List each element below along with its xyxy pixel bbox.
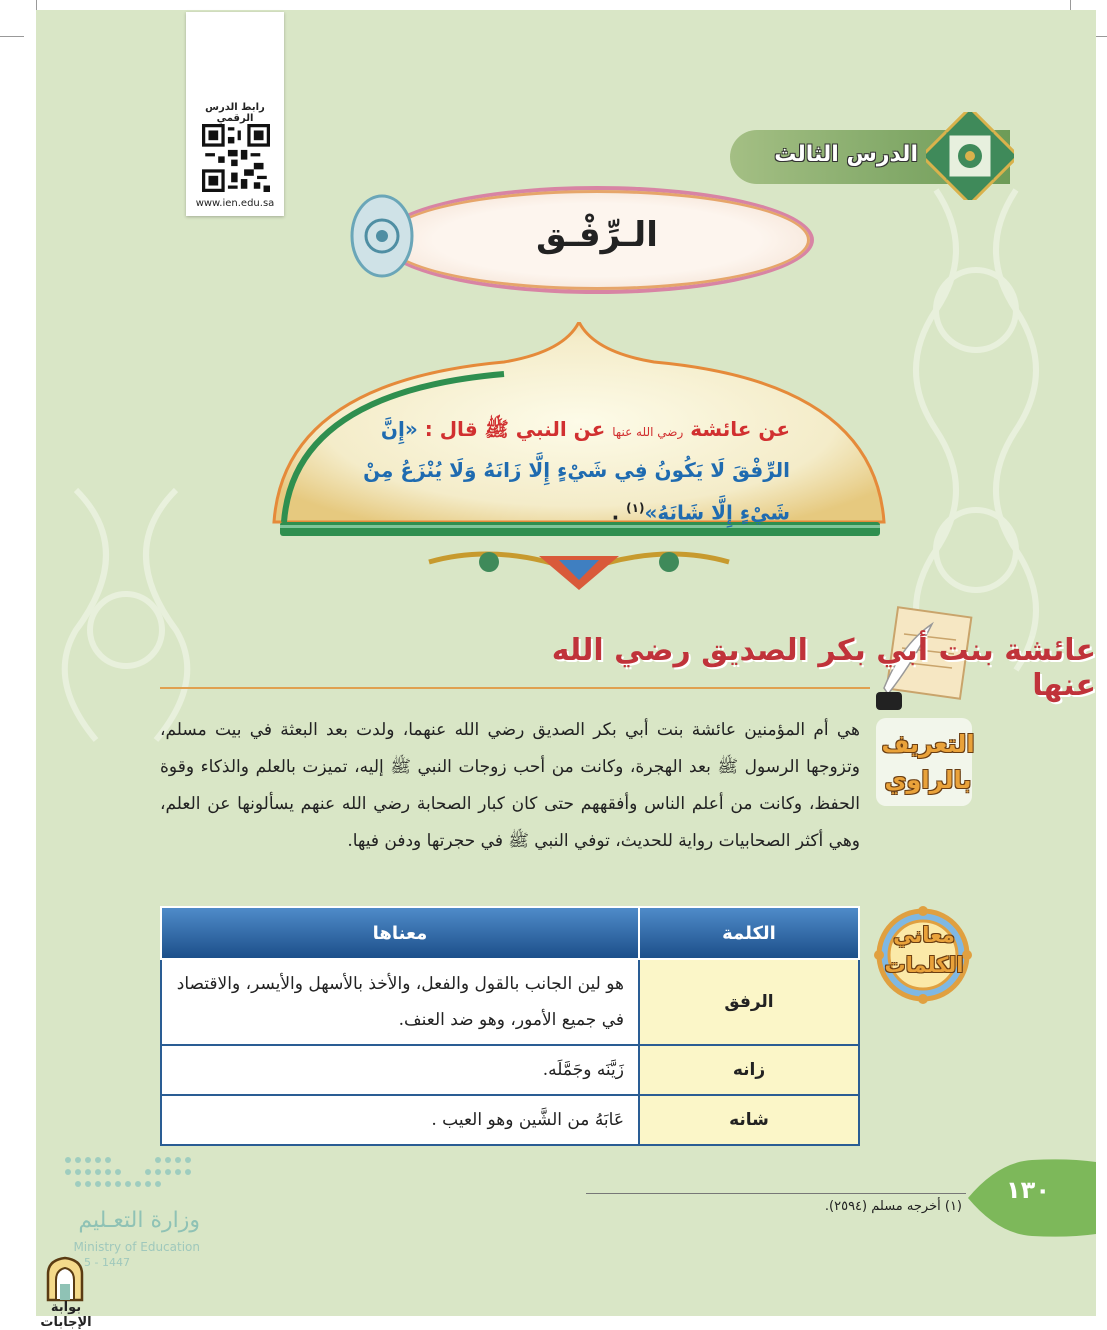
ornament-icon [926,112,1014,200]
title-ornament-icon [346,190,418,282]
lesson-title-frame [384,190,810,290]
qr-card[interactable] [186,12,284,216]
qr-url[interactable]: www.ien.edu.sa [195,198,275,209]
ministry-name-ar: وزارة التعـليم [78,1208,200,1233]
narrator-body: هي أم المؤمنين عائشة بنت أبي بكر الصديق رضي الله عنهما، ولدت بعد البعثة في بيت مسلم، وتزوجها الرسول ﷺ بعد الهجرة، وكانت من أحب زوجات النبي ﷺ إليه، تميزت بالعلم والذكاء وقوة الحفظ، وكانت من أعلم الناس وأفقههم حتى كان كبار الصحابة رضي الله عنهم يسألونها عن العلم، وهي أكثر الصحابيات رواية للحديث، توفي النبي ﷺ في حجرتها ودفن فيها. [160,720,860,851]
meaning-cell: زَيَّنَه وجَمَّلَه. [161,1045,639,1095]
word-cell: شانه [639,1095,859,1145]
site-logo-icon[interactable] [44,1256,86,1302]
honorific: رضي الله عنها [612,425,684,439]
hadith-quote: «إِنَّ الرِّفْقَ لَا يَكُونُ فِي شَيْءٍ إِلَّا زَانَهُ وَلَا يُنْزَعُ مِنْ شَيْءٍ إِلَّا شَانَهُ» [363,417,790,525]
page-number: ١٣٠ [1006,1176,1050,1204]
lesson-title: الـرِّفْـق [536,215,658,255]
table-row [161,1045,859,1095]
narrator-side-label: التعريف بالراوي [881,730,975,794]
word-cell: الرفق [639,959,859,1045]
footnote-mark[interactable]: (١) [626,501,645,515]
hadith-text [330,410,790,532]
table-row [161,959,859,1045]
header-word: الكلمة [639,907,859,959]
meaning-cell: هو لين الجانب بالقول والفعل، والأخذ بالأسهل والأيسر، والاقتصاد في جميع الأمور، وهو ضد العنف. [161,959,639,1045]
edition-year: 5 - 1447 [84,1256,130,1269]
qr-label: رابط الدرس الرقمي [205,102,265,124]
ministry-logo-icon [60,1152,200,1198]
header-meaning: معناها [161,907,639,959]
heading-rule [160,687,870,689]
word-cell: زانه [639,1045,859,1095]
hadith-intro: عن عائشة [683,417,790,441]
table-header-row [161,907,859,959]
footnote-rule [586,1193,966,1194]
table-row [161,1095,859,1145]
footnote-text: (١) أخرجه مسلم (٢٥٩٤). [824,1199,962,1214]
ministry-name-en: Ministry of Education [73,1240,200,1254]
narrator-heading: عائشة بنت أبي بكر الصديق رضي الله عنها [551,633,1096,703]
textbook-page [36,10,1096,1316]
site-label[interactable]: بوابة الإجابات [40,1300,92,1330]
hadith-mid: عن النبي ﷺ قال : [417,417,613,441]
crop-mark [0,36,24,37]
hadith-end: . [611,500,627,525]
vocabulary-table [160,906,860,1146]
meaning-cell: عَابَهُ من الشَّين وهو العيب . [161,1095,639,1145]
lesson-number: الدرس الثالث [774,142,918,167]
vocab-side-label: معاني الكلمات [884,923,964,977]
qr-code-icon[interactable] [202,124,270,192]
